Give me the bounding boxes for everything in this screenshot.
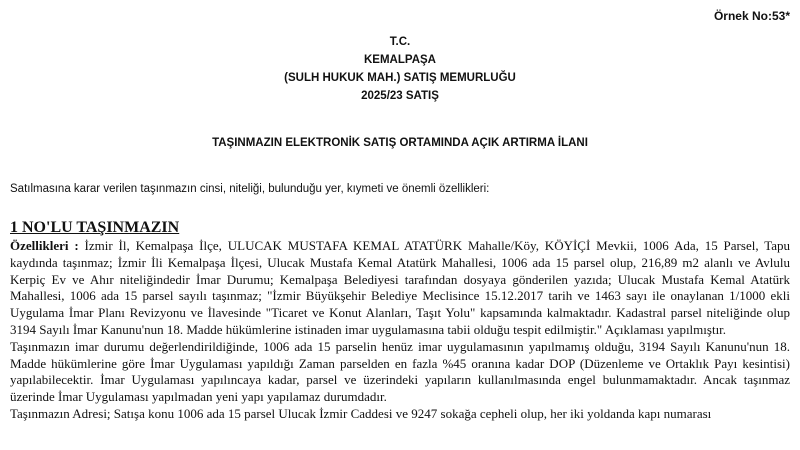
address-paragraph: Taşınmazın Adresi; Satışa konu 1006 ada 15 parsel Ulucak İzmir Caddesi ve 9247 sokağa cepheli olup, her iki yoldanda kapı numarası [10, 405, 712, 421]
document-header [0, 33, 800, 105]
header-line-tc: T.C. [389, 36, 411, 48]
section-body [10, 238, 790, 423]
features-text: İzmir İl, Kemalpaşa İlçe, ULUCAK MUSTAFA KEMAL ATATÜRK Mahalle/Köy, KÖYİÇİ Mevkii, 1006 Ada, 15 Parsel, Tapu kaydında taşınmaz; İzmir İli Kemalpaşa İlçesi, Ulucak Mustafa Kemal Atatürk Mahallesi, 1006 ada 15 parsel olup, 216,89 m2 alanlı ve Avlulu Kerpiç Ev ve Ahır niteliğindedir İmar Durumu; Kemalpaşa Belediyesi tarafından dosyaya gönderilen yazıda; Ulucak Mustafa Kemal Atatürk Mahallesi, 1006 ada 15 parsel sayılı taşınmaz; "İzmir Büyükşehir Belediye Meclisince 15.12.2017 tarih ve 1463 sayı ile onaylanan 1/1000 ekli Uygulama İmar Planı Revizyonu ve İlavesinde "Ticaret ve Konut Alanları, Taşıt Yolu" kapsamında kalmaktadır. Kadastral parsel niteliğinde olup 3194 Sayılı İmar Kanunu'nun 18. Madde hükümlerine istinaden imar uygulamasına tabii olduğu tespit edilmiştir." Açıklaması yapılmıştır. [10, 238, 790, 337]
section-heading: 1 NO'LU TAŞINMAZIN [10, 219, 180, 236]
document-title: TAŞINMAZIN ELEKTRONİK SATIŞ ORTAMINDA AÇIK ARTIRMA İLANI [212, 137, 588, 149]
sample-number: Örnek No:53* [713, 9, 790, 23]
zoning-paragraph: Taşınmazın imar durumu değerlendirildiğinde, 1006 ada 15 parselin henüz imar uygulamasının yapılmamış olduğu, 3194 Sayılı Kanunu'nun 18. Madde hükümlerine göre İmar Uygulaması yapıldığı Zaman parselden en fazla %45 oranına kadar DOP (Düzenleme ve Ortaklık Payı kesintisi) yapılabilecektir. İmar Uygulaması yapılıncaya kadar, parsel ve üzerindeki yapıların kullanılmasında engel bulunmamaktadır. Ancak taşınmaz üzerinde İmar Uygulaması yapılmadan yeni yapı yapılamaz durumdadır. [10, 338, 790, 405]
intro-text: Satılmasına karar verilen taşınmazın cinsi, niteliği, bulunduğu yer, kıymeti ve önemli özellikleri: [10, 183, 490, 195]
header-line-office: (SULH HUKUK MAH.) SATIŞ MEMURLUĞU [284, 72, 516, 84]
header-line-district: KEMALPAŞA [364, 54, 436, 66]
features-paragraph [10, 238, 790, 339]
header-line-file-number: 2025/23 SATIŞ [361, 90, 439, 102]
features-label: Özellikleri : [10, 238, 79, 253]
